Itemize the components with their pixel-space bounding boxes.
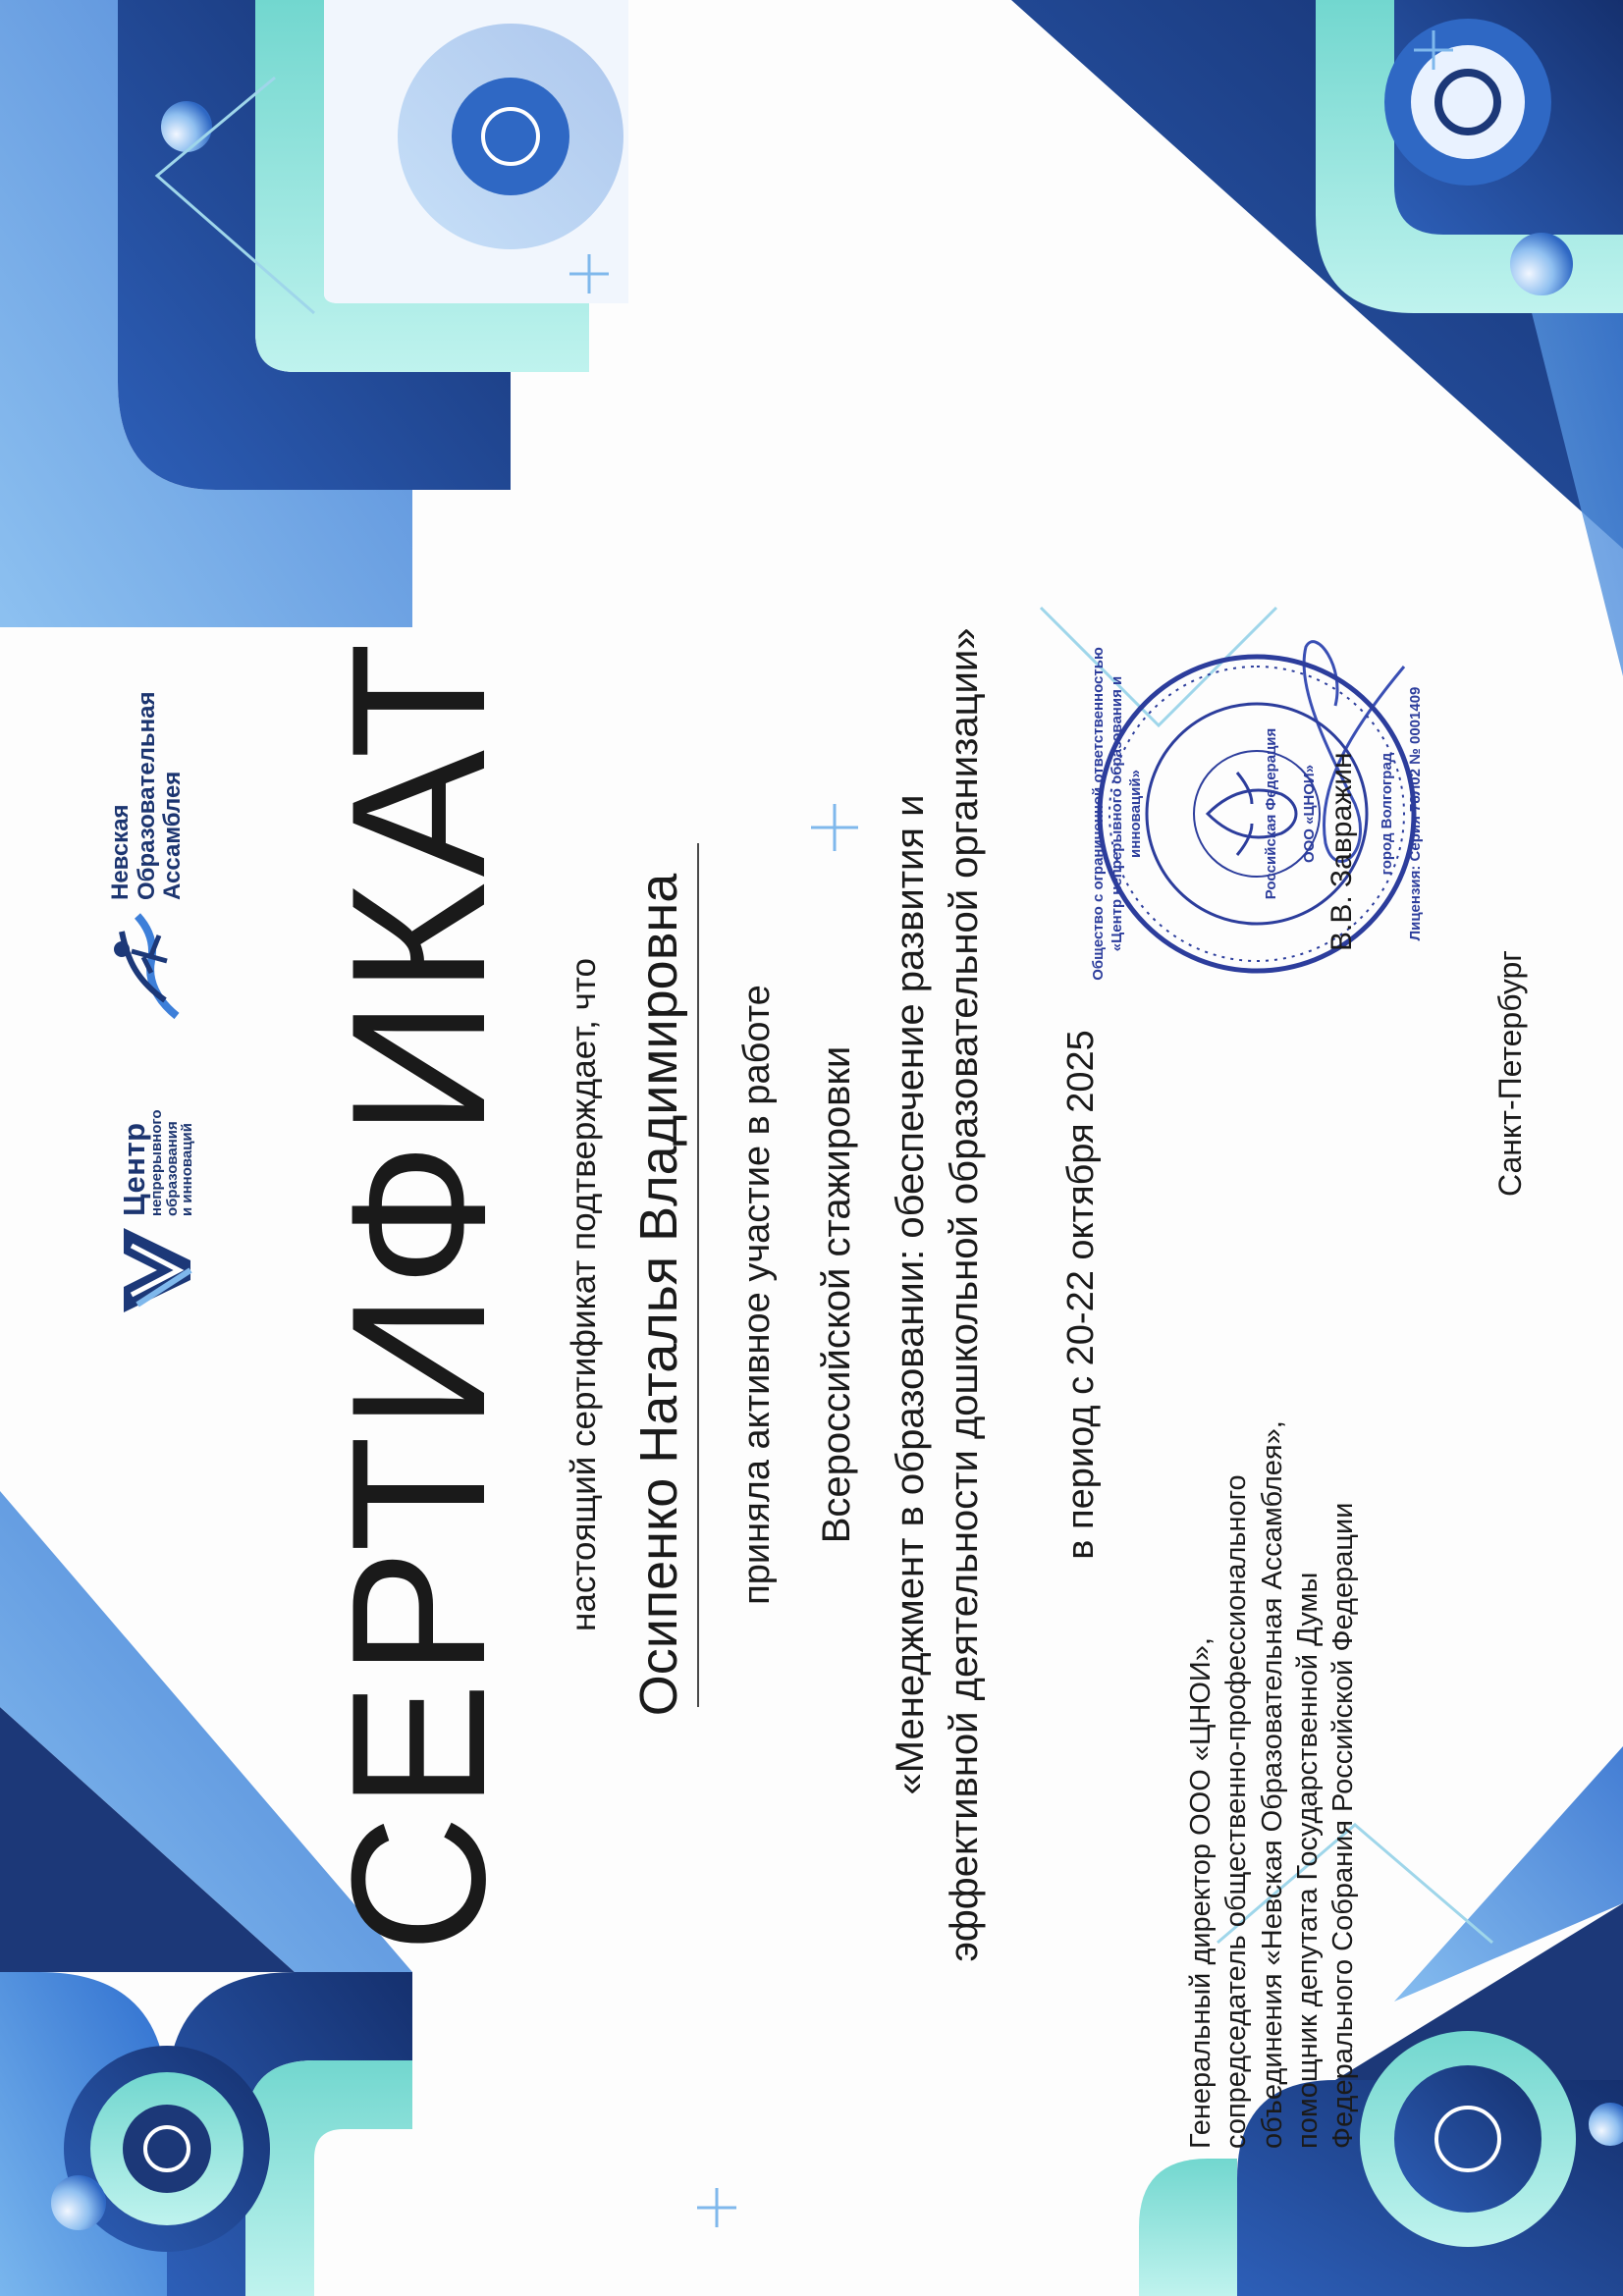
noa-logo-icon [108, 912, 187, 1020]
logo-cnoi-sub-2: образования [163, 1121, 181, 1216]
logo-cnoi-main: Центр [116, 1122, 151, 1216]
logo-cnoi-sub-3: и инноваций [179, 1123, 196, 1216]
recipient-underline [697, 843, 699, 1707]
signer-line-5: Федерального Собрания Российской Федерации [1327, 1502, 1359, 2149]
logo-cnoi [118, 1109, 196, 1314]
period-text: в период с 20-22 октября 2025 [1060, 1030, 1102, 1560]
issue-city: Санкт-Петербург [1492, 950, 1528, 1197]
participation-text: приняла активное участие в работе [736, 985, 778, 1605]
program-title-line-2: эффективной деятельности дошкольной образовательной организации» [943, 627, 986, 1962]
stamp-outer-text: Общество с ограниченной ответственностью «Центр непрерывного образования и инноваций» [1090, 647, 1144, 981]
signer-line-4: помощник депутата Государственной Думы [1291, 1572, 1324, 2149]
logo-noa [108, 691, 187, 1020]
stamp-license-text: Лицензия: Серия 78Л02 № 0001409 [1406, 686, 1424, 941]
program-title-line-1: «Менеджмент в образовании: обеспечение развития и [889, 794, 932, 1795]
logo-noa-line-2: Образовательная [133, 691, 160, 900]
logo-cnoi-sub-1: непрерывного [147, 1109, 165, 1216]
stamp-inner-text: Российская Федерация [1263, 727, 1280, 900]
signer-block [1183, 1265, 1361, 2149]
recipient-name: Осипенко Наталья Владимировна [629, 873, 688, 1717]
stamp-org-text: ООО «ЦНОИ» [1301, 764, 1318, 864]
logo-noa-line-1: Невская [107, 804, 135, 900]
signer-line-3: объединения «Невская Образовательная Ассамблея», [1256, 1420, 1288, 2149]
corner-ornament-bottom-right [1011, 0, 1623, 676]
signer-line-2: сопредседатель общественно-профессионального [1220, 1474, 1253, 2149]
certificate-title: СЕРТИФИКАТ [312, 636, 525, 1953]
event-type: Всероссийской стажировки [815, 1045, 858, 1544]
logo-noa-line-3: Ассамблея [159, 771, 187, 900]
stamp-text [1090, 647, 1425, 981]
stamp-city-text: город Волгоград [1378, 752, 1395, 876]
signature-name: В.В. Завражин [1325, 752, 1358, 951]
corner-ornament-top-right [0, 0, 628, 627]
signer-line-1: Генеральный директор ООО «ЦНОИ», [1185, 1637, 1217, 2149]
cnoi-logo-icon [118, 1226, 196, 1314]
certificate-intro: настоящий сертификат подтверждает, что [565, 958, 603, 1631]
